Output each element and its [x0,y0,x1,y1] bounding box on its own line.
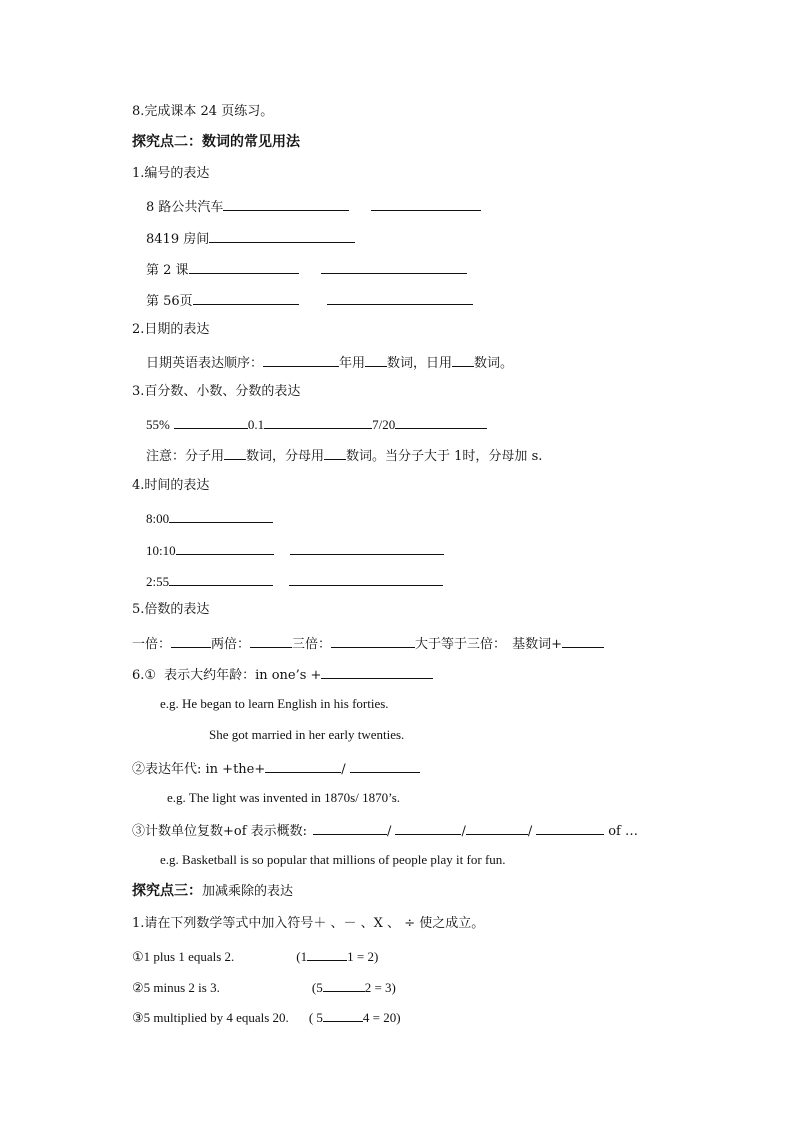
blank[interactable] [321,665,433,679]
twice-label: 两倍： [211,637,251,652]
bus-label: 8 路公共汽车 [146,200,224,215]
q6b-example: e.g. The light was invented in 1870s/ 1870’s. [167,790,401,805]
q1-title: 1.编号的表达 [132,166,210,181]
blank[interactable] [371,197,481,211]
blank[interactable] [169,509,273,523]
q6-number: 6.① [132,668,157,683]
approx-text: ③计数单位复数+of 表示概数: [132,824,308,839]
blank[interactable] [365,353,387,367]
blank[interactable] [250,634,292,648]
symbol-blank[interactable] [307,947,347,961]
slash: / [341,762,346,777]
slash: / [527,824,533,839]
note-text: 数词，分母用 [246,449,325,464]
equation: (5 [311,980,323,995]
t1-row-b [132,978,396,996]
blank[interactable] [265,759,341,773]
lesson-label: 第 2 课 [146,263,189,278]
note-text: 注意：分子用 [146,449,225,464]
q6-row-age [132,665,433,684]
q2-row [146,353,513,372]
blank[interactable] [395,821,461,835]
blank[interactable] [350,759,420,773]
blank[interactable] [562,634,604,648]
age-text: 表示大约年龄：in one’s + [164,668,322,683]
blank[interactable] [324,446,346,460]
q6-example-2: She got married in her early twenties. [209,727,405,742]
equation: (1 [296,949,308,964]
q1-row-bus [146,197,481,216]
section-title-2: 探究点二：数词的常见用法 [132,134,300,150]
q1-row-page [146,291,473,310]
section-title-3-normal: 加减乘除的表达 [202,884,294,899]
thrice-label: 三倍： [292,637,332,652]
q2-text: 日期英语表达顺序： [146,356,264,371]
q5-row [132,634,604,653]
equation: 2 = 3) [364,980,396,995]
symbol-blank[interactable] [323,978,365,992]
blank[interactable] [193,291,299,305]
minus-sentence: ②5 minus 2 is 3. [132,980,220,995]
blank[interactable] [224,446,246,460]
q6c-row [132,821,638,840]
plus-sentence: ①1 plus 1 equals 2. [132,949,235,964]
decade-text: ②表达年代: in +the+ [132,762,266,777]
q2-text: 数词，日用 [387,356,453,371]
equation: 1 = 2) [347,949,379,964]
decimal-label: 0.1 [247,417,265,432]
equation: ( 5 [308,1010,323,1025]
fraction-label: 7/20 [372,417,396,432]
q3-title: 3.百分数、小数、分数的表达 [132,384,301,399]
t1-row-a [132,947,378,965]
q6-example-1: e.g. He began to learn English in his forties. [160,696,389,711]
multiply-sentence: ③5 multiplied by 4 equals 20. [132,1010,289,1025]
blank[interactable] [189,260,299,274]
of-text: of … [608,824,638,839]
blank[interactable] [452,353,474,367]
page-label: 第 56页 [146,294,193,309]
equation: 4 = 20) [362,1010,401,1025]
blank[interactable] [536,821,604,835]
room-label: 8419 房间 [146,232,210,247]
q1-row-room [146,229,355,248]
q2-text: 数词。 [474,356,514,371]
percent-label: 55% [146,417,170,432]
note-text: 数词。当分子大于 1时，分母加 s. [346,449,543,464]
blank[interactable] [174,415,248,429]
t1-instruction: 1.请在下列数学等式中加入符号＋ 、－ 、X 、 ÷ 使之成立。 [132,916,485,931]
blank[interactable] [395,415,487,429]
q5-title: 5.倍数的表达 [132,602,210,617]
blank[interactable] [176,541,274,555]
blank[interactable] [209,229,355,243]
section-title-3-bold: 探究点三： [132,883,202,899]
blank[interactable] [466,821,528,835]
blank[interactable] [264,415,372,429]
blank[interactable] [289,572,443,586]
blank[interactable] [331,634,415,648]
cardinal-plus-label: 基数词+ [512,637,562,652]
blank[interactable] [327,291,473,305]
blank[interactable] [171,634,211,648]
q6b-row [132,759,420,778]
q2-title: 2.日期的表达 [132,322,210,337]
time-label: 10:10 [146,543,176,558]
blank[interactable] [169,572,273,586]
symbol-blank[interactable] [323,1008,363,1022]
q4-row-255 [146,572,443,590]
q3-note [146,446,542,465]
blank[interactable] [290,541,444,555]
q1-row-lesson [146,260,467,279]
q6c-example: e.g. Basketball is so popular that millions of people play it for fun. [160,852,506,867]
more-than-three-label: 大于等于三倍： [415,637,507,652]
blank[interactable] [321,260,467,274]
once-label: 一倍： [132,637,172,652]
blank[interactable] [313,821,387,835]
q3-row-numbers [146,415,487,433]
slash: / [387,824,392,839]
q4-row-1010 [146,541,444,559]
time-label: 8:00 [146,511,170,526]
t1-row-c [132,1008,401,1026]
blank[interactable] [263,353,339,367]
section-title-3 [132,883,293,900]
blank[interactable] [223,197,349,211]
q4-row-800 [146,509,273,527]
q4-title: 4.时间的表达 [132,478,210,493]
time-label: 2:55 [146,574,170,589]
exercise-8-text: 8.完成课本 24 页练习。 [132,104,274,119]
slash: / [461,824,466,839]
q2-text: 年用 [339,356,366,371]
